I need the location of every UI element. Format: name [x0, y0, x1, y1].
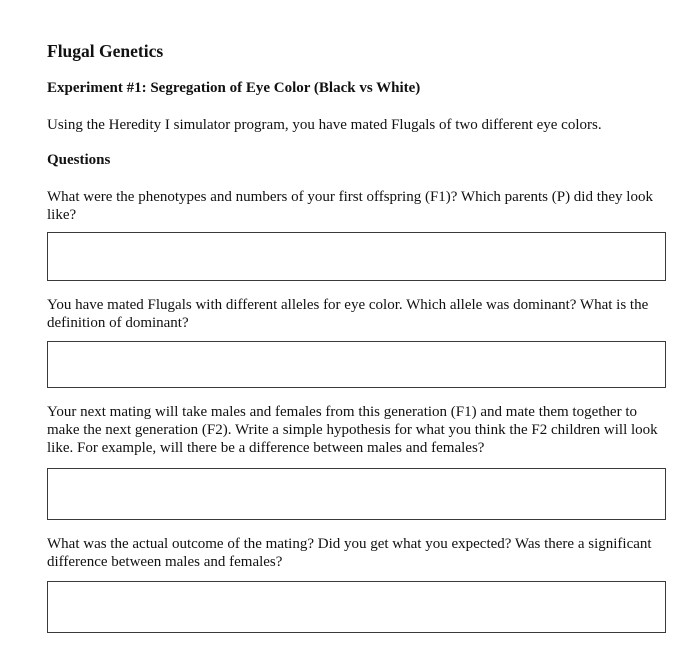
question-2-text: You have mated Flugals with different alleles for eye color. Which allele was dominant? What is the definition of dominant?	[47, 297, 649, 331]
question-3-text: Your next mating will take males and females from this generation (F1) and mate them together to make the next generation (F2). Write a simple hypothesis for what you think the F2 children will look like. For example, will there be a difference between males and females?	[47, 404, 658, 456]
question-2-answer-box[interactable]	[47, 341, 666, 388]
question-4-answer-box[interactable]	[47, 581, 666, 633]
experiment-title: Experiment #1: Segregation of Eye Color (Black vs White)	[47, 80, 421, 96]
page-title: Flugal Genetics	[47, 41, 164, 61]
question-4-text: What was the actual outcome of the mating? Did you get what you expected? Was there a significant difference between males and females?	[47, 536, 652, 570]
question-1-answer-box[interactable]	[47, 232, 666, 281]
questions-heading: Questions	[47, 152, 111, 168]
question-1-text: What were the phenotypes and numbers of your first offspring (F1)? Which parents (P) did they look like?	[47, 189, 653, 223]
intro-text: Using the Heredity I simulator program, you have mated Flugals of two different eye colors.	[47, 117, 602, 133]
question-3-answer-box[interactable]	[47, 468, 666, 520]
